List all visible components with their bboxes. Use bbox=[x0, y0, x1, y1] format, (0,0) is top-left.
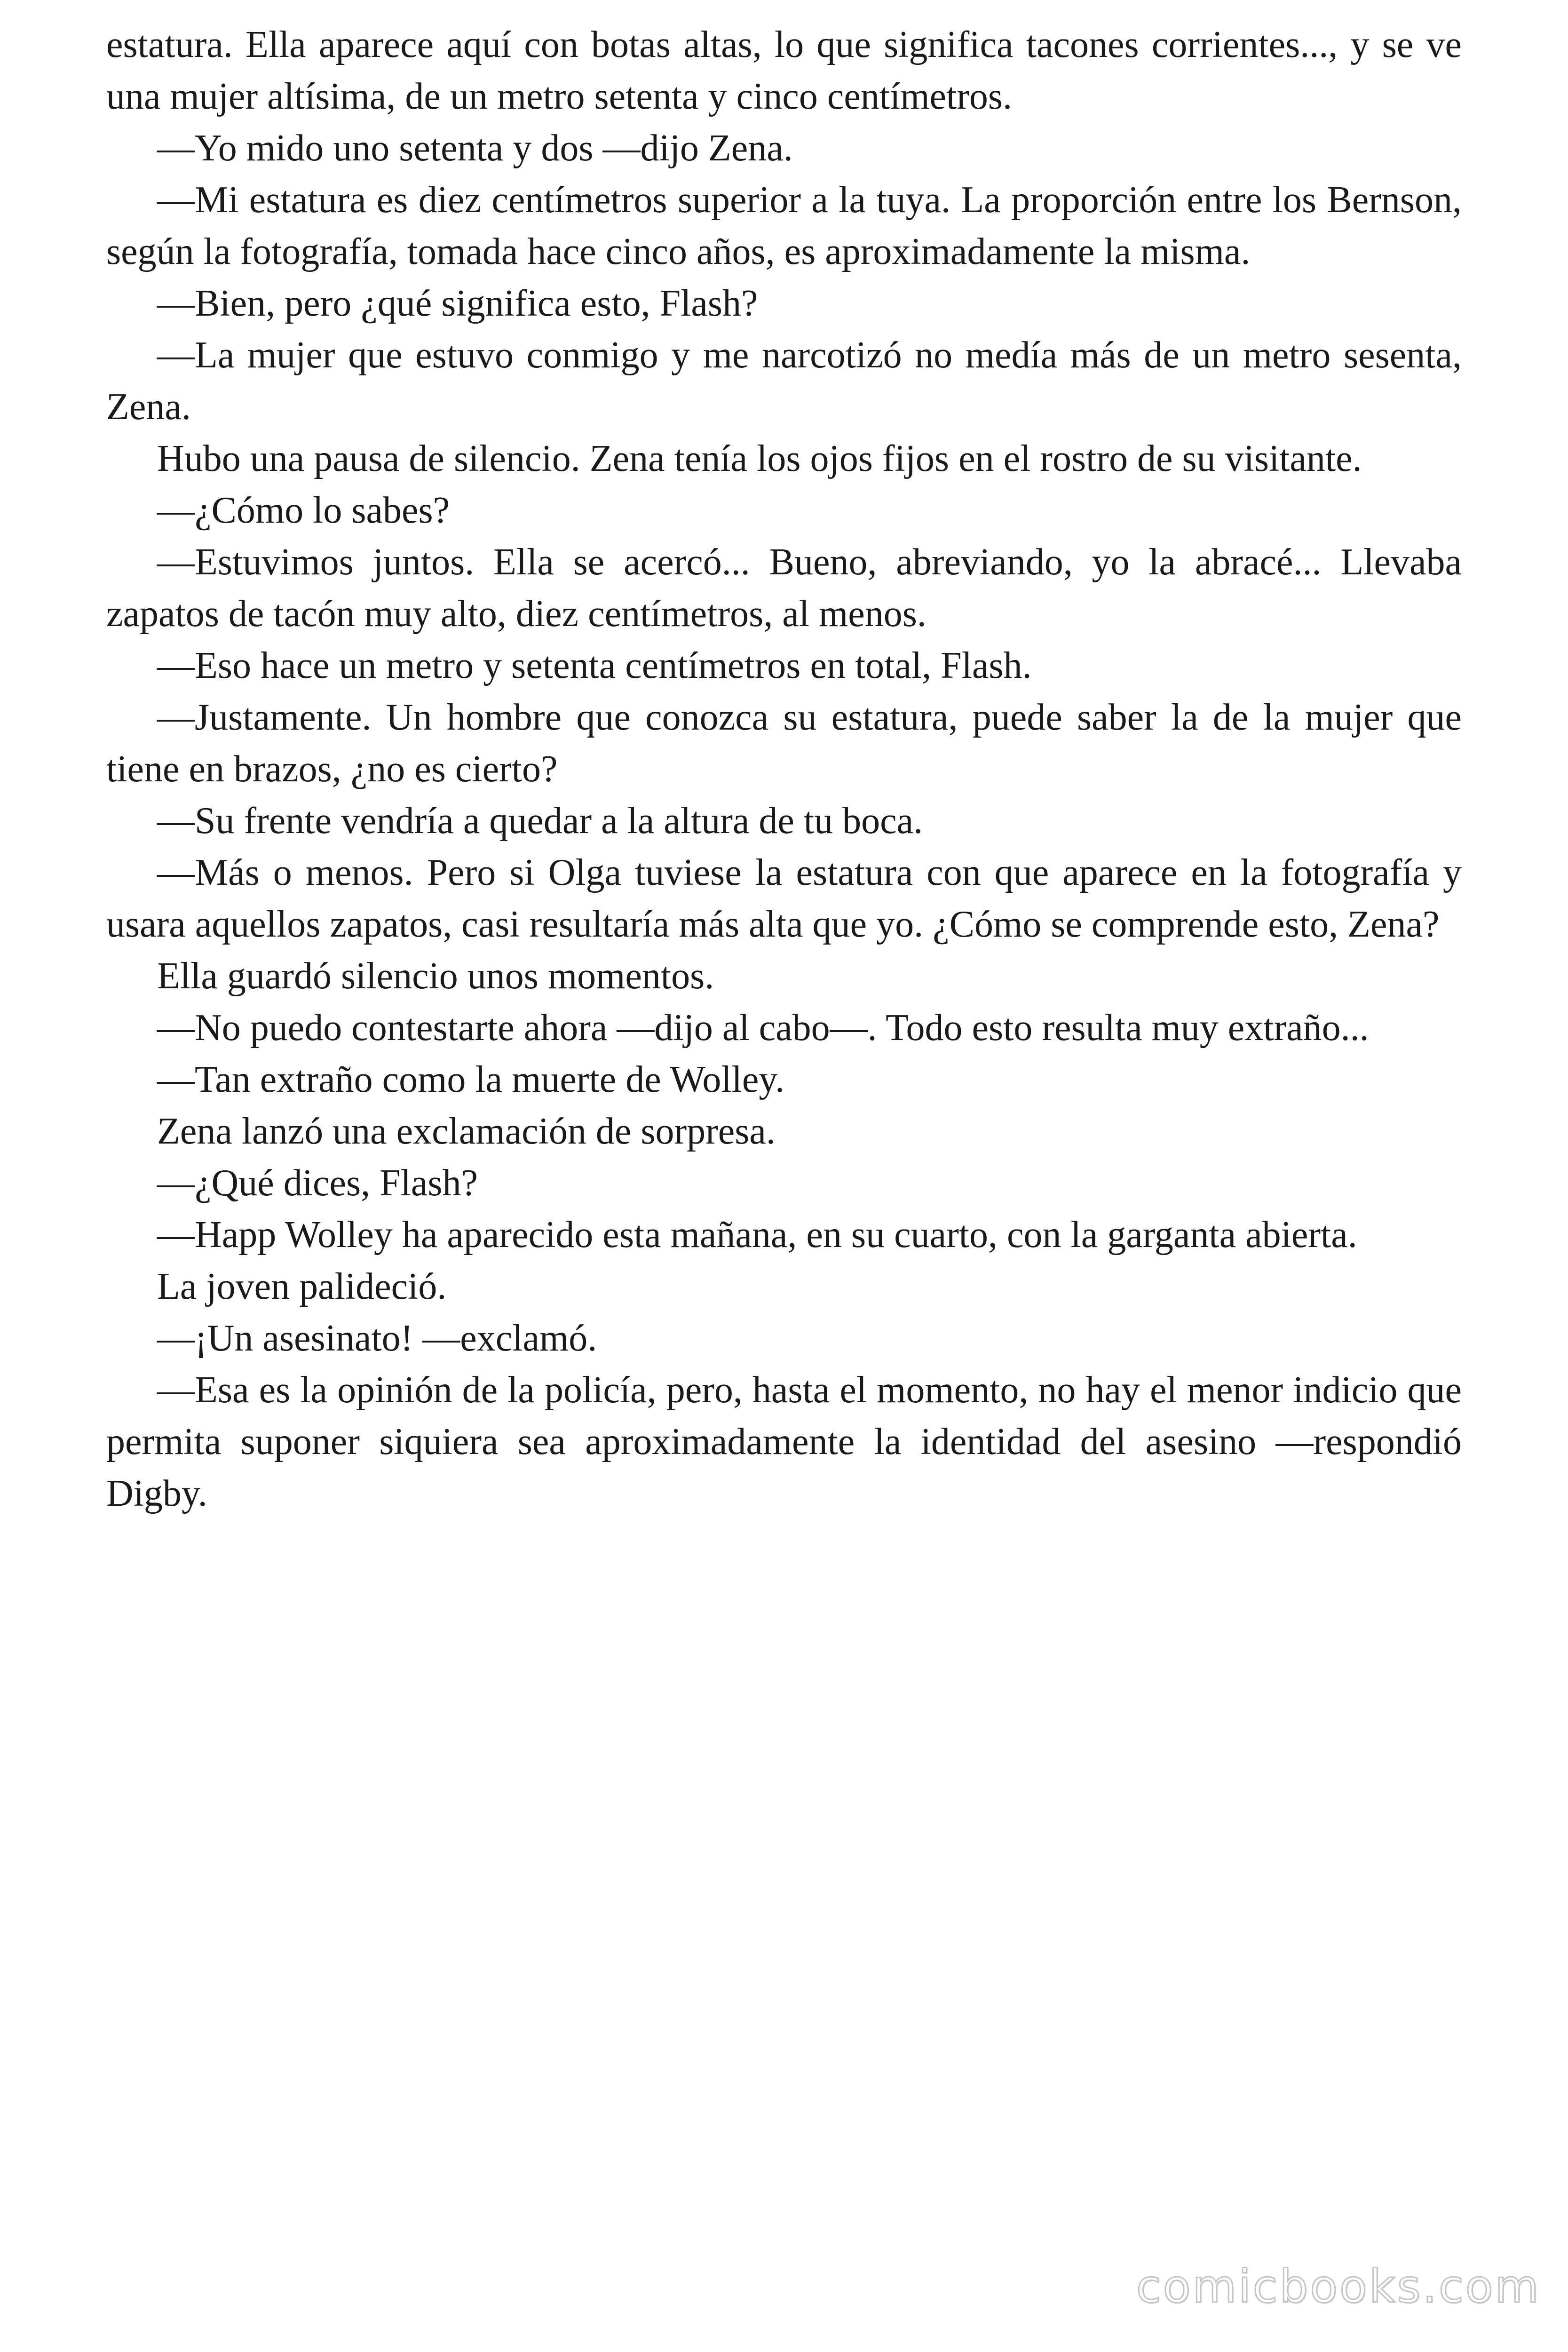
paragraph: —Más o menos. Pero si Olga tuviese la estatura con que aparece en la fotografía y usara aquellos zapatos, casi resultaría más alta que yo. ¿Cómo se comprende esto, Zena? bbox=[106, 852, 1462, 945]
paragraph: La joven palideció. bbox=[157, 1266, 447, 1307]
paragraph: —¿Cómo lo sabes? bbox=[157, 490, 450, 531]
paragraph: —La mujer que estuvo conmigo y me narcotizó no medía más de un metro sesenta, Zena. bbox=[106, 334, 1462, 428]
paragraph: —No puedo contestarte ahora —dijo al cabo—. Todo esto resulta muy extraño... bbox=[157, 1007, 1369, 1049]
paragraph: —Happ Wolley ha aparecido esta mañana, en su cuarto, con la garganta abierta. bbox=[157, 1214, 1357, 1255]
paragraph: —Bien, pero ¿qué significa esto, Flash? bbox=[157, 283, 758, 324]
paragraph: Zena lanzó una exclamación de sorpresa. bbox=[157, 1111, 776, 1152]
paragraph: —Yo mido uno setenta y dos —dijo Zena. bbox=[157, 127, 793, 169]
paragraph: —¡Un asesinato! —exclamó. bbox=[157, 1318, 597, 1359]
paragraph: —Esa es la opinión de la policía, pero, hasta el momento, no hay el menor indicio que permita suponer siquiera sea aproximadamente la identidad del asesino —respondió Digby. bbox=[106, 1369, 1462, 1514]
watermark: comicbooks.com bbox=[1136, 2260, 1541, 2313]
paragraph: —Eso hace un metro y setenta centímetros en total, Flash. bbox=[157, 645, 1032, 686]
paragraph: —¿Qué dices, Flash? bbox=[157, 1162, 478, 1204]
book-page-text bbox=[106, 19, 1462, 1519]
paragraph: Ella guardó silencio unos momentos. bbox=[157, 955, 714, 997]
paragraph: estatura. Ella aparece aquí con botas altas, lo que significa tacones corrientes..., y se ve una mujer altísima, de un metro setenta y cinco centímetros. bbox=[106, 24, 1462, 117]
paragraph: —Su frente vendría a quedar a la altura de tu boca. bbox=[157, 800, 923, 842]
paragraph: —Estuvimos juntos. Ella se acercó... Bueno, abreviando, yo la abracé... Llevaba zapatos de tacón muy alto, diez centímetros, al menos. bbox=[106, 541, 1462, 635]
paragraph: Hubo una pausa de silencio. Zena tenía los ojos fijos en el rostro de su visitante. bbox=[157, 438, 1362, 479]
paragraph: —Mi estatura es diez centímetros superior a la tuya. La proporción entre los Bernson, según la fotografía, tomada hace cinco años, es aproximadamente la misma. bbox=[106, 179, 1462, 272]
paragraph: —Tan extraño como la muerte de Wolley. bbox=[157, 1059, 785, 1100]
paragraph: —Justamente. Un hombre que conozca su estatura, puede saber la de la mujer que tiene en brazos, ¿no es cierto? bbox=[106, 697, 1462, 790]
